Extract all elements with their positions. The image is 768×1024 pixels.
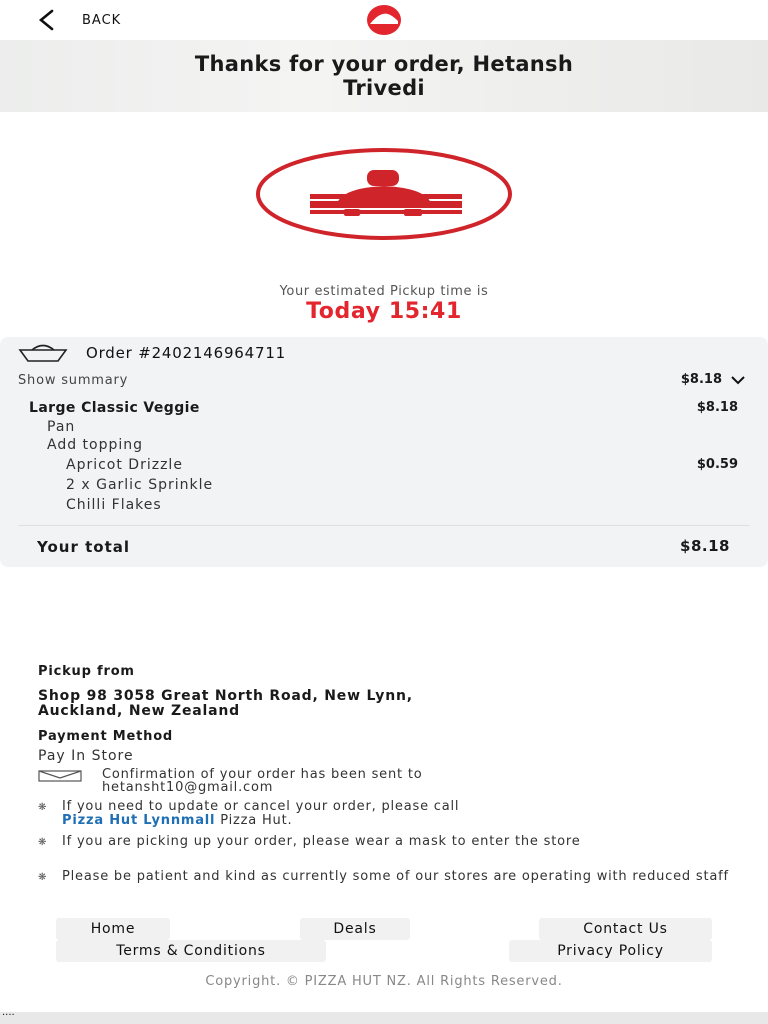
chevron-down-icon: [730, 375, 746, 385]
summary-price: $8.18: [680, 372, 722, 387]
footer-link-contact[interactable]: Contact Us: [539, 918, 712, 940]
pickup-time-label: Your estimated Pickup time is: [279, 284, 489, 299]
add-topping-label: Add topping: [47, 437, 144, 453]
thank-you-banner: [0, 40, 768, 112]
topping-price: $0.59: [696, 457, 738, 472]
payment-method-value: Pay In Store: [38, 748, 134, 764]
note-text: If you are picking up your order, please wear a mask to enter the store: [62, 834, 581, 849]
order-number: Order #2402146964711: [86, 344, 287, 362]
pizza-hut-logo[interactable]: [350, 3, 418, 37]
total-value: $8.18: [680, 537, 730, 555]
payment-method-label: Payment Method: [38, 729, 174, 744]
mail-icon: [38, 770, 82, 782]
pickup-time-value: Today 15:41: [306, 299, 462, 324]
order-summary-card: [0, 337, 768, 567]
footer-link-home[interactable]: Home: [56, 918, 170, 940]
footer-link-terms[interactable]: Terms & Conditions: [56, 940, 326, 962]
note-wear-mask: [38, 835, 738, 850]
note-text: Please be patient and kind as currently some of our stores are operating with reduced staff: [62, 869, 729, 884]
address-line1: Shop 98 3058 Great North Road, New Lynn,: [38, 688, 413, 704]
thank-you-title-line2: Trivedi: [343, 76, 425, 100]
topping-item: Chilli Flakes: [66, 497, 162, 513]
bullet-icon: ❋: [38, 837, 48, 848]
store-link[interactable]: Pizza Hut Lynnmall: [62, 813, 216, 828]
pickup-address: [38, 689, 678, 719]
bullet-icon: ❋: [38, 872, 48, 883]
item-crust: Pan: [47, 419, 76, 435]
note1-prefix: If you need to update or cancel your order, please call: [62, 799, 460, 814]
bottom-strip: [0, 1012, 768, 1024]
more-dots-icon: ····: [2, 1010, 15, 1021]
confirmation-email: hetansht10@gmail.com: [102, 780, 274, 795]
confirmation-line: Confirmation of your order has been sent to: [102, 767, 423, 782]
address-line2: Auckland, New Zealand: [38, 703, 240, 719]
card-divider: [18, 525, 750, 526]
summary-price-toggle[interactable]: [681, 372, 746, 387]
thank-you-title: [0, 52, 768, 100]
back-label: BACK: [82, 12, 122, 28]
basket-icon: [18, 344, 68, 362]
note-text: [62, 800, 738, 828]
pickup-person-icon: [256, 148, 512, 240]
footer-link-privacy[interactable]: Privacy Policy: [509, 940, 712, 962]
copyright-text: Copyright. © PIZZA HUT NZ. All Rights Reserved.: [205, 974, 563, 989]
back-arrow-icon: [36, 9, 62, 31]
show-summary-toggle[interactable]: Show summary: [18, 373, 129, 388]
confirmation-message: [102, 768, 422, 794]
bullet-icon: ❋: [38, 802, 48, 813]
total-label: Your total: [37, 538, 130, 556]
note-update-order: [38, 800, 738, 828]
thank-you-title-line1: Thanks for your order, Hetansh: [194, 52, 574, 76]
footer-link-deals[interactable]: Deals: [300, 918, 410, 940]
pickup-from-label: Pickup from: [38, 664, 135, 679]
back-button[interactable]: [36, 8, 121, 32]
topping-item: 2 x Garlic Sprinkle: [66, 477, 214, 493]
item-price: $8.18: [696, 400, 738, 415]
item-name: Large Classic Veggie: [29, 400, 200, 416]
topping-item: Apricot Drizzle: [66, 457, 183, 473]
top-bar: [0, 0, 768, 40]
note1-suffix: Pizza Hut.: [215, 813, 293, 828]
note-reduced-staff: [38, 870, 738, 885]
